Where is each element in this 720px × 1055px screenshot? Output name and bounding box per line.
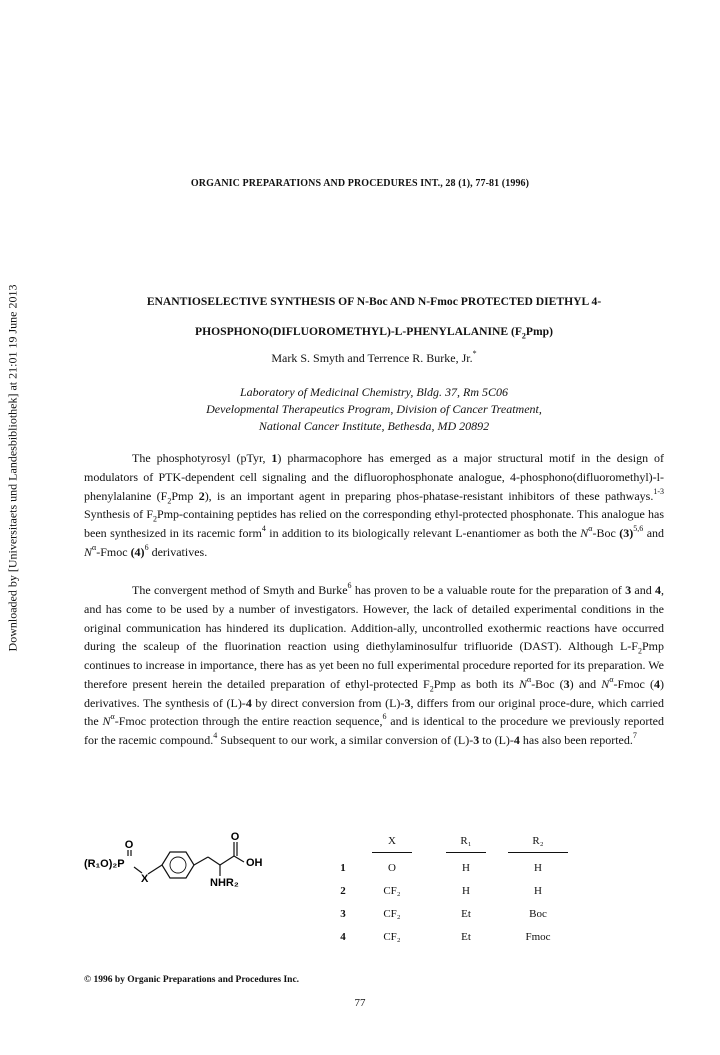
chemical-structure (84, 830, 284, 900)
table-cell: CF₂ (383, 885, 401, 897)
authors: Mark S. Smyth and Terrence R. Burke, Jr.* (271, 349, 477, 365)
table-cell: CF₂ (383, 908, 401, 920)
article-title-line-2: PHOSPHONO(DIFLUOROMETHYL)-L-PHENYLALANINE $(F_2Pmp)$ (195, 325, 553, 341)
table-cell: O (388, 862, 396, 874)
x-linker-label: X (141, 873, 149, 885)
header-rule (508, 852, 568, 853)
carbonyl-oxygen-label: O (230, 831, 240, 843)
table-row-id: 1 (340, 862, 346, 874)
copyright-footer: © 1996 by Organic Preparations and Procedures Inc. (84, 975, 300, 985)
table-cell: H (462, 885, 470, 897)
amine-label: NHR₂ (210, 877, 239, 889)
header-rule (446, 852, 486, 853)
table-cell: H (534, 885, 542, 897)
table-header-x: X (388, 835, 396, 847)
table-row-id: 3 (340, 908, 346, 920)
table-row-id: 2 (340, 885, 346, 897)
paragraph-1: The phosphotyrosyl (pTyr, 1) pharmacophore has emerged as a major structural motif in the design of modulators of PTK-dependent cell signaling and the difluorophosphonate analogue, 4-phosphono(difluoromethyl)-l-phenylalanine ($F_2Pmp$ 2), is an important agent in preparing phos-phatase-resistant inhibitors of these pathways.$^{1-3}$ Synthesis of $F_2Pmp$-containing peptides has relied on the corresponding ethyl-protected phosphonate. This analogue has been synthesized in its racemic form$^4$ in addition to its biologically relevant L-enantiomer as both the $N^\alpha$-Boc $(3)^{5,6}$ and $N^\alpha$-Fmoc $(4)^6$ derivatives. (84, 451, 665, 559)
table-cell: CF₂ (383, 931, 401, 943)
affiliation-line-2: Developmental Therapeutics Program, Division of Cancer Treatment, (206, 402, 542, 416)
benzene-ring (162, 852, 194, 878)
page-number: 77 (354, 997, 366, 1009)
download-watermark (3, 284, 23, 652)
table-cell: Et (461, 931, 471, 943)
table-cell: Boc (529, 908, 547, 920)
paragraph-2: The convergent method of Smyth and Burke$^6$ has proven to be a valuable route for the preparation of 3 and 4, and has come to be used by a number of investigators. However, the lack of detailed experimental conditions in the original communication has hindered its duplication. Addition-ally, uncontrolled exothermic reactions have occurred during the scaleup of the fluorination reaction using diethylaminosulfur trifluoride (DAST). Although $L-F_2Pmp$ continues to increase in importance, there has as yet been no full experimental procedure reported for its preparation. We therefore present herein the detailed preparation of ethyl-protected $F_2Pmp$ as both its $N^\alpha$-Boc (3) and $N^\alpha$-Fmoc (4) derivatives. The synthesis of (L)-4 by direct conversion from (L)-3, differs from our original proce-dure, which carried the $N^\alpha$-Fmoc protection through the entire reaction sequence,$^6$ and is identical to the procedure we previously reported for the racemic compound.$^4$ Subsequent to our work, a similar conversion of (L)-3 to (L)-4 has also been reported.$^7$ (84, 581, 664, 747)
affiliation-line-1: Laboratory of Medicinal Chemistry, Bldg. 37, Rm 5C06 (240, 385, 508, 399)
download-note: Downloaded by [Universitaets und Landesbibliothek] at 21:01 19 June 2013 (5, 284, 20, 652)
hydroxyl-label: OH (246, 857, 263, 869)
header-rule (372, 852, 412, 853)
journal-header: ORGANIC PREPARATIONS AND PROCEDURES INT., 28 (1), 77-81 (1996) (190, 178, 530, 189)
phosphoryl-oxygen-label: O (124, 839, 134, 851)
affiliation-line-3: National Cancer Institute, Bethesda, MD 20892 (258, 419, 490, 433)
phosphonate-ester-label: (R₁O)₂P (84, 858, 125, 870)
table-cell: Et (461, 908, 471, 920)
table-row-id: 4 (340, 931, 346, 943)
table-cell: H (534, 862, 542, 874)
article-title-line-1: ENANTIOSELECTIVE SYNTHESIS OF N-Boc AND N-Fmoc PROTECTED DIETHYL 4- (146, 295, 602, 308)
table-header-r2: R₂ (532, 835, 544, 847)
table-header-r1: R₁ (460, 835, 472, 847)
table-cell: Fmoc (525, 931, 551, 943)
table-cell: H (462, 862, 470, 874)
